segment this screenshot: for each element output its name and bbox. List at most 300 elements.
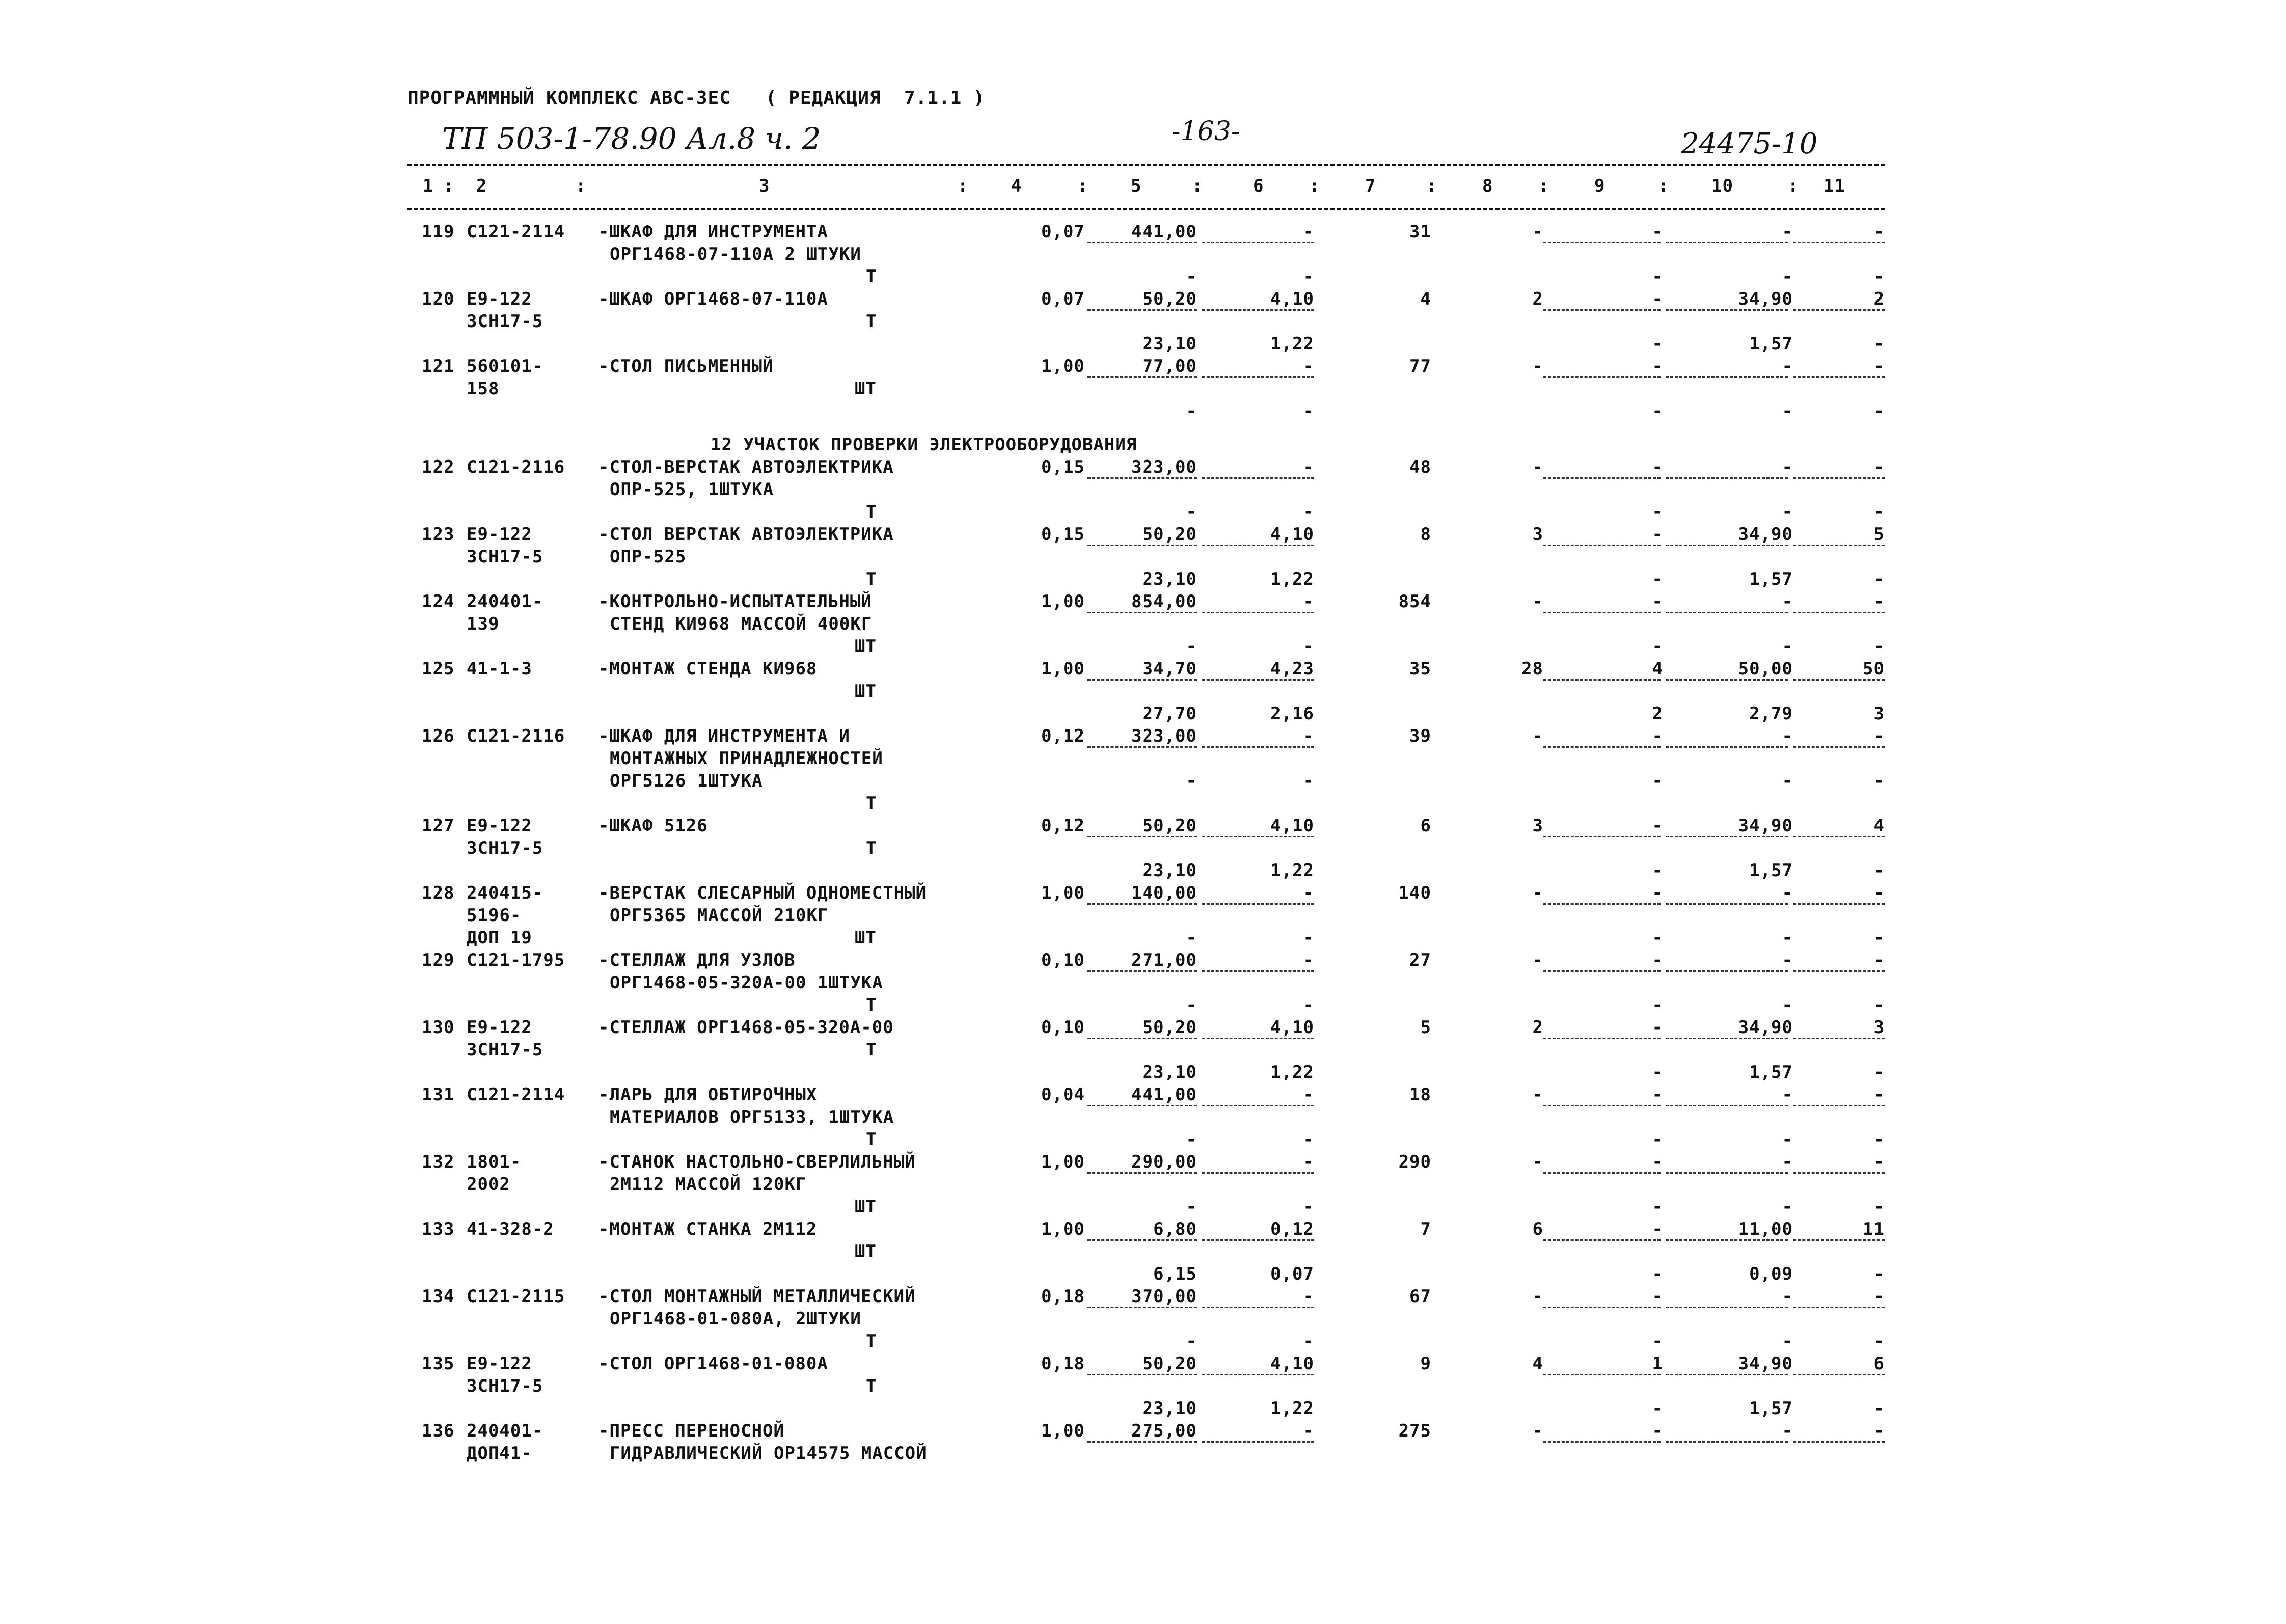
cell-unit-price: 6,80 [1153, 1219, 1197, 1239]
cell-underline [1087, 242, 1197, 243]
column-separator: : [958, 176, 969, 196]
cell-labor-cost: - [1532, 1085, 1543, 1105]
cell-unit-price: - [1186, 1331, 1197, 1351]
cell-row-number: 128 [422, 883, 455, 903]
cell-total-cost: 27 [1409, 950, 1431, 970]
cell-total-labor: - [1873, 950, 1885, 970]
cell-description: -ШКАФ 5126 [598, 816, 708, 836]
cell-underline [1666, 309, 1788, 311]
cell-cost-machines: - [1303, 591, 1314, 612]
cell-underline [1543, 679, 1661, 681]
cell-quantity: 0,15 [1041, 457, 1085, 477]
section-title: 12 УЧАСТОК ПРОВЕРКИ ЭЛЕКТРООБОРУДОВАНИЯ [711, 435, 1137, 455]
cell-total-labor: - [1873, 995, 1885, 1015]
cell-underline [1543, 1239, 1661, 1241]
cell-description: Т [866, 995, 877, 1015]
cell-underline [1543, 309, 1661, 311]
cell-underline [1202, 1307, 1314, 1308]
cell-cost-machines: 4,23 [1270, 659, 1314, 679]
cell-machine-labor: - [1652, 1085, 1663, 1105]
cell-unit-price: - [1186, 1197, 1197, 1217]
cell-machine-labor: - [1652, 524, 1663, 545]
cell-underline [1087, 1307, 1197, 1308]
cell-underline [1543, 903, 1661, 905]
cell-code: 3СН17-5 [467, 547, 543, 567]
cell-quantity: 0,15 [1041, 524, 1085, 545]
cell-total-cost: 35 [1409, 659, 1431, 679]
cell-machine-labor: - [1652, 1197, 1663, 1217]
column-header-5: 5 [1131, 176, 1142, 196]
cell-cost-machines: - [1303, 266, 1314, 287]
cell-total-labor: 11 [1863, 1219, 1885, 1239]
cell-total-labor: - [1873, 883, 1885, 903]
cell-cost-machines: - [1303, 1331, 1314, 1351]
cell-total-labor: - [1873, 266, 1885, 287]
column-separator: : [1077, 176, 1088, 196]
cell-cost-machines: - [1303, 1197, 1314, 1217]
cell-machine-labor: - [1652, 1062, 1663, 1082]
cell-labor-cost: - [1532, 1286, 1543, 1307]
cell-machine-labor: - [1652, 1264, 1663, 1284]
cell-description: ШТ [855, 378, 877, 399]
cell-description: МАТЕРИАЛОВ ОРГ5133, 1ШТУКА [610, 1107, 894, 1127]
header-top-rule [407, 164, 1885, 166]
cell-labor-hours: - [1782, 1129, 1793, 1150]
cell-total-cost: 39 [1409, 726, 1431, 746]
document-number: 24475-10 [1681, 127, 1818, 160]
cell-description: ОРГ1468-01-080А, 2ШТУКИ [610, 1309, 861, 1329]
cell-description: ОРГ1468-05-320А-00 1ШТУКА [610, 972, 883, 993]
cell-row-number: 133 [422, 1219, 455, 1239]
cell-underline [1087, 970, 1197, 972]
cell-underline [1543, 1441, 1661, 1443]
cell-row-number: 124 [422, 591, 455, 612]
cell-total-labor: - [1873, 928, 1885, 948]
cell-labor-hours: - [1782, 222, 1793, 242]
cell-underline [1202, 309, 1314, 311]
cell-description: ШТ [855, 636, 877, 657]
cell-quantity: 1,00 [1041, 659, 1085, 679]
column-separator: : [1788, 176, 1799, 196]
cell-machine-labor: - [1652, 401, 1663, 421]
cell-cost-machines: - [1303, 457, 1314, 477]
cell-underline [1202, 545, 1314, 546]
cell-quantity: 0,12 [1041, 816, 1085, 836]
cell-total-labor: - [1873, 636, 1885, 657]
cell-quantity: 1,00 [1041, 883, 1085, 903]
cell-labor-hours: 1,57 [1749, 860, 1793, 881]
cell-unit-price: 23,10 [1142, 569, 1197, 589]
cell-total-labor: 6 [1873, 1354, 1885, 1374]
cell-quantity: 1,00 [1041, 356, 1085, 376]
cell-machine-labor: - [1652, 816, 1663, 836]
cell-total-labor: 4 [1873, 816, 1885, 836]
cell-machine-labor: - [1652, 334, 1663, 354]
cell-underline [1087, 376, 1197, 378]
cell-total-labor: - [1873, 222, 1885, 242]
cell-machine-labor: - [1652, 1421, 1663, 1441]
cell-labor-hours: 50,00 [1738, 659, 1793, 679]
cell-quantity: 1,00 [1041, 1421, 1085, 1441]
cell-underline [1793, 746, 1885, 748]
cell-unit-price: 23,10 [1142, 1398, 1197, 1419]
cell-unit-price: 290,00 [1131, 1152, 1197, 1172]
cell-row-number: 131 [422, 1085, 455, 1105]
cell-unit-price: 441,00 [1131, 222, 1197, 242]
cell-code: 240415- [467, 883, 543, 903]
cell-code: 3СН17-5 [467, 838, 543, 858]
cell-unit-price: - [1186, 928, 1197, 948]
cell-machine-labor: - [1652, 1398, 1663, 1419]
cell-underline [1666, 612, 1788, 613]
cell-code: С121-1795 [467, 950, 565, 970]
cell-description: ОРГ1468-07-110А 2 ШТУКИ [610, 244, 861, 264]
cell-underline [1202, 1441, 1314, 1443]
cell-row-number: 122 [422, 457, 455, 477]
column-header-8: 8 [1482, 176, 1493, 196]
page-number: -163- [1172, 116, 1240, 147]
cell-unit-price: 50,20 [1142, 1017, 1197, 1038]
cell-description: -СТОЛ ПИСЬМЕННЫЙ [598, 356, 774, 376]
cell-unit-price: - [1186, 401, 1197, 421]
cell-total-cost: 9 [1420, 1354, 1431, 1374]
cell-labor-hours: - [1782, 1331, 1793, 1351]
header-bottom-rule [407, 208, 1885, 210]
cell-code: Е9-122 [467, 1017, 532, 1038]
cell-labor-hours: - [1782, 883, 1793, 903]
cell-underline [1087, 1105, 1197, 1106]
cell-row-number: 125 [422, 659, 455, 679]
cell-labor-cost: - [1532, 222, 1543, 242]
cell-description: Т [866, 311, 877, 332]
column-separator: : [443, 176, 454, 196]
cell-quantity: 0,10 [1041, 1017, 1085, 1038]
cell-total-labor: - [1873, 1421, 1885, 1441]
cell-unit-price: - [1186, 266, 1197, 287]
cell-machine-labor: - [1652, 1219, 1663, 1239]
cell-unit-price: 23,10 [1142, 860, 1197, 881]
cell-underline [1202, 477, 1314, 479]
cell-total-labor: 5 [1873, 524, 1885, 545]
cell-total-labor: 3 [1873, 703, 1885, 724]
cell-description: ШТ [855, 681, 877, 701]
cell-quantity: 1,00 [1041, 1219, 1085, 1239]
cell-unit-price: 50,20 [1142, 524, 1197, 545]
cell-underline [1666, 836, 1788, 837]
cell-underline [1666, 970, 1788, 972]
cell-row-number: 134 [422, 1286, 455, 1307]
cell-unit-price: - [1186, 1129, 1197, 1150]
cell-code: 1801- [467, 1152, 522, 1172]
cell-row-number: 126 [422, 726, 455, 746]
cell-row-number: 120 [422, 289, 455, 309]
cell-total-labor: - [1873, 1398, 1885, 1419]
cell-labor-cost: 28 [1521, 659, 1543, 679]
cell-labor-hours: 1,57 [1749, 569, 1793, 589]
cell-underline [1793, 477, 1885, 479]
cell-underline [1087, 679, 1197, 681]
cell-underline [1543, 836, 1661, 837]
cell-quantity: 1,00 [1041, 1152, 1085, 1172]
cell-underline [1202, 679, 1314, 681]
cell-code: Е9-122 [467, 289, 532, 309]
cell-quantity: 0,07 [1041, 289, 1085, 309]
cell-labor-hours: - [1782, 356, 1793, 376]
cell-total-cost: 5 [1420, 1017, 1431, 1038]
cell-underline [1543, 477, 1661, 479]
cell-underline [1666, 1374, 1788, 1375]
cell-underline [1793, 903, 1885, 905]
cell-machine-labor: - [1652, 726, 1663, 746]
cell-total-labor: - [1873, 1085, 1885, 1105]
cell-cost-machines: 1,22 [1270, 1398, 1314, 1419]
cell-code: 5196- [467, 905, 522, 926]
cell-underline [1543, 1105, 1661, 1106]
cell-cost-machines: 0,12 [1270, 1219, 1314, 1239]
cell-underline [1202, 1374, 1314, 1375]
cell-unit-price: 854,00 [1131, 591, 1197, 612]
cell-underline [1793, 1038, 1885, 1039]
cell-labor-hours: - [1782, 1152, 1793, 1172]
cell-code: С121-2116 [467, 457, 565, 477]
cell-labor-hours: - [1782, 401, 1793, 421]
cell-code: С121-2114 [467, 222, 565, 242]
cell-cost-machines: - [1303, 1421, 1314, 1441]
cell-cost-machines: - [1303, 928, 1314, 948]
cell-total-cost: 77 [1409, 356, 1431, 376]
cell-code: С121-2115 [467, 1286, 565, 1307]
cell-underline [1666, 1172, 1788, 1174]
cell-labor-hours: 34,90 [1738, 289, 1793, 309]
cell-labor-cost: 2 [1532, 289, 1543, 309]
cell-unit-price: - [1186, 995, 1197, 1015]
cell-code: 2002 [467, 1174, 510, 1195]
cell-description: -ШКАФ ДЛЯ ИНСТРУМЕНТА И [598, 726, 850, 746]
cell-machine-labor: 2 [1652, 703, 1663, 724]
cell-total-labor: - [1873, 771, 1885, 791]
cell-underline [1087, 903, 1197, 905]
cell-underline [1202, 1038, 1314, 1039]
cell-unit-price: 441,00 [1131, 1085, 1197, 1105]
cell-unit-price: 50,20 [1142, 289, 1197, 309]
cell-machine-labor: - [1652, 591, 1663, 612]
cell-underline [1666, 242, 1788, 243]
cell-underline [1087, 545, 1197, 546]
cell-description: СТЕНД КИ968 МАССОЙ 400КГ [610, 614, 873, 634]
column-separator: : [576, 176, 587, 196]
cell-labor-cost: 6 [1532, 1219, 1543, 1239]
cell-description: ОРГ5365 МАССОЙ 210КГ [610, 905, 829, 926]
cell-total-labor: - [1873, 1062, 1885, 1082]
cell-unit-price: 27,70 [1142, 703, 1197, 724]
cell-total-cost: 275 [1398, 1421, 1431, 1441]
cell-unit-price: - [1186, 771, 1197, 791]
cell-underline [1543, 1374, 1661, 1375]
cell-labor-cost: - [1532, 1421, 1543, 1441]
cell-description: Т [866, 838, 877, 858]
cell-labor-hours: - [1782, 591, 1793, 612]
cell-machine-labor: - [1652, 860, 1663, 881]
cell-cost-machines: - [1303, 1152, 1314, 1172]
cell-unit-price: 271,00 [1131, 950, 1197, 970]
cell-cost-machines: - [1303, 726, 1314, 746]
cell-description: -ШКАФ ДЛЯ ИНСТРУМЕНТА [598, 222, 828, 242]
cell-underline [1793, 242, 1885, 243]
cell-labor-hours: - [1782, 1421, 1793, 1441]
column-header-1: 1 [423, 176, 434, 196]
cell-underline [1087, 746, 1197, 748]
cell-total-cost: 8 [1420, 524, 1431, 545]
cell-unit-price: - [1186, 636, 1197, 657]
cell-cost-machines: 4,10 [1270, 1017, 1314, 1038]
cell-cost-machines: 4,10 [1270, 289, 1314, 309]
cell-cost-machines: - [1303, 401, 1314, 421]
cell-machine-labor: - [1652, 883, 1663, 903]
cell-underline [1087, 1441, 1197, 1443]
cell-underline [1666, 1307, 1788, 1308]
cell-underline [1543, 376, 1661, 378]
cell-total-cost: 6 [1420, 816, 1431, 836]
cell-underline [1666, 545, 1788, 546]
cell-machine-labor: - [1652, 1129, 1663, 1150]
cell-row-number: 130 [422, 1017, 455, 1038]
cell-description: ШТ [855, 1197, 877, 1217]
cell-cost-machines: - [1303, 1129, 1314, 1150]
cell-labor-hours: - [1782, 950, 1793, 970]
cell-description: ОРГ5126 1ШТУКА [610, 771, 763, 791]
cell-quantity: 0,18 [1041, 1354, 1085, 1374]
cell-code: 3СН17-5 [467, 1376, 543, 1396]
cell-total-labor: - [1873, 1286, 1885, 1307]
cell-underline [1666, 477, 1788, 479]
cell-labor-hours: - [1782, 928, 1793, 948]
cell-cost-machines: 0,07 [1270, 1264, 1314, 1284]
cell-labor-cost: - [1532, 356, 1543, 376]
cell-description: -СТАНОК НАСТОЛЬНО-СВЕРЛИЛЬНЫЙ [598, 1152, 916, 1172]
column-header-3: 3 [759, 176, 770, 196]
cell-labor-cost: 3 [1532, 816, 1543, 836]
cell-labor-cost: - [1532, 1152, 1543, 1172]
cell-machine-labor: - [1652, 569, 1663, 589]
cell-description: -СТОЛ ОРГ1468-01-080А [598, 1354, 828, 1374]
cell-total-labor: - [1873, 1331, 1885, 1351]
cell-labor-hours: 1,57 [1749, 334, 1793, 354]
cell-code: 240401- [467, 1421, 543, 1441]
cell-cost-machines: 1,22 [1270, 1062, 1314, 1082]
column-header-2: 2 [476, 176, 487, 196]
cell-machine-labor: - [1652, 995, 1663, 1015]
column-separator: : [1192, 176, 1203, 196]
cell-underline [1543, 1307, 1661, 1308]
cell-underline [1543, 746, 1661, 748]
cell-total-cost: 4 [1420, 289, 1431, 309]
cell-description: -СТЕЛЛАЖ ДЛЯ УЗЛОВ [598, 950, 796, 970]
cell-total-labor: - [1873, 860, 1885, 881]
cell-cost-machines: 1,22 [1270, 860, 1314, 881]
cell-underline [1793, 612, 1885, 613]
cell-unit-price: - [1186, 502, 1197, 522]
cell-underline [1543, 1038, 1661, 1039]
cell-labor-hours: 34,90 [1738, 816, 1793, 836]
cell-code: ДОП 19 [467, 928, 532, 948]
cell-underline [1087, 477, 1197, 479]
cell-cost-machines: - [1303, 636, 1314, 657]
cell-labor-hours: 2,79 [1749, 703, 1793, 724]
cell-description: -КОНТРОЛЬНО-ИСПЫТАТЕЛЬНЫЙ [598, 591, 872, 612]
cell-cost-machines: 4,10 [1270, 1354, 1314, 1374]
cell-description: ОПР-525 [610, 547, 687, 567]
cell-unit-price: 23,10 [1142, 1062, 1197, 1082]
cell-underline [1202, 612, 1314, 613]
cell-code: Е9-122 [467, 524, 532, 545]
cell-underline [1202, 1172, 1314, 1174]
cell-underline [1666, 903, 1788, 905]
cell-description: Т [866, 502, 877, 522]
cell-row-number: 135 [422, 1354, 455, 1374]
cell-total-labor: - [1873, 569, 1885, 589]
cell-underline [1666, 1441, 1788, 1443]
cell-description: -СТЕЛЛАЖ ОРГ1468-05-320А-00 [598, 1017, 894, 1038]
cell-row-number: 127 [422, 816, 455, 836]
cell-underline [1793, 376, 1885, 378]
cell-labor-hours: 34,90 [1738, 1017, 1793, 1038]
cell-total-labor: - [1873, 1264, 1885, 1284]
cell-row-number: 119 [422, 222, 455, 242]
cell-description: Т [866, 1376, 877, 1396]
cell-total-cost: 854 [1398, 591, 1431, 612]
cell-code: С121-2114 [467, 1085, 565, 1105]
cell-underline [1087, 1172, 1197, 1174]
cell-description: -МОНТАЖ СТЕНДА КИ968 [598, 659, 818, 679]
cell-total-labor: - [1873, 1129, 1885, 1150]
cell-underline [1793, 1172, 1885, 1174]
cell-description: -ВЕРСТАК СЛЕСАРНЫЙ ОДНОМЕСТНЫЙ [598, 883, 927, 903]
cell-underline [1666, 376, 1788, 378]
column-header-9: 9 [1594, 176, 1605, 196]
cell-labor-cost: 2 [1532, 1017, 1543, 1038]
cell-machine-labor: - [1652, 1331, 1663, 1351]
cell-total-labor: - [1873, 726, 1885, 746]
cell-labor-hours: 1,57 [1749, 1398, 1793, 1419]
cell-machine-labor: - [1652, 771, 1663, 791]
cell-underline [1202, 242, 1314, 243]
cell-row-number: 132 [422, 1152, 455, 1172]
cell-cost-machines: - [1303, 1286, 1314, 1307]
cell-row-number: 123 [422, 524, 455, 545]
cell-unit-price: 23,10 [1142, 334, 1197, 354]
cell-row-number: 121 [422, 356, 455, 376]
cell-labor-hours: - [1782, 1085, 1793, 1105]
cell-description: ШТ [855, 928, 877, 948]
cell-underline [1543, 242, 1661, 243]
cell-code: Е9-122 [467, 1354, 532, 1374]
cell-quantity: 0,04 [1041, 1085, 1085, 1105]
cell-underline [1793, 1239, 1885, 1241]
cell-unit-price: 140,00 [1131, 883, 1197, 903]
cell-underline [1666, 1038, 1788, 1039]
cell-machine-labor: - [1652, 928, 1663, 948]
cell-machine-labor: - [1652, 266, 1663, 287]
cell-underline [1543, 1172, 1661, 1174]
cell-underline [1793, 1307, 1885, 1308]
cell-cost-machines: - [1303, 502, 1314, 522]
cell-description: Т [866, 266, 877, 287]
column-header-6: 6 [1253, 176, 1264, 196]
cell-total-labor: - [1873, 457, 1885, 477]
cell-machine-labor: - [1652, 1017, 1663, 1038]
cell-cost-machines: - [1303, 222, 1314, 242]
cell-labor-hours: 34,90 [1738, 524, 1793, 545]
